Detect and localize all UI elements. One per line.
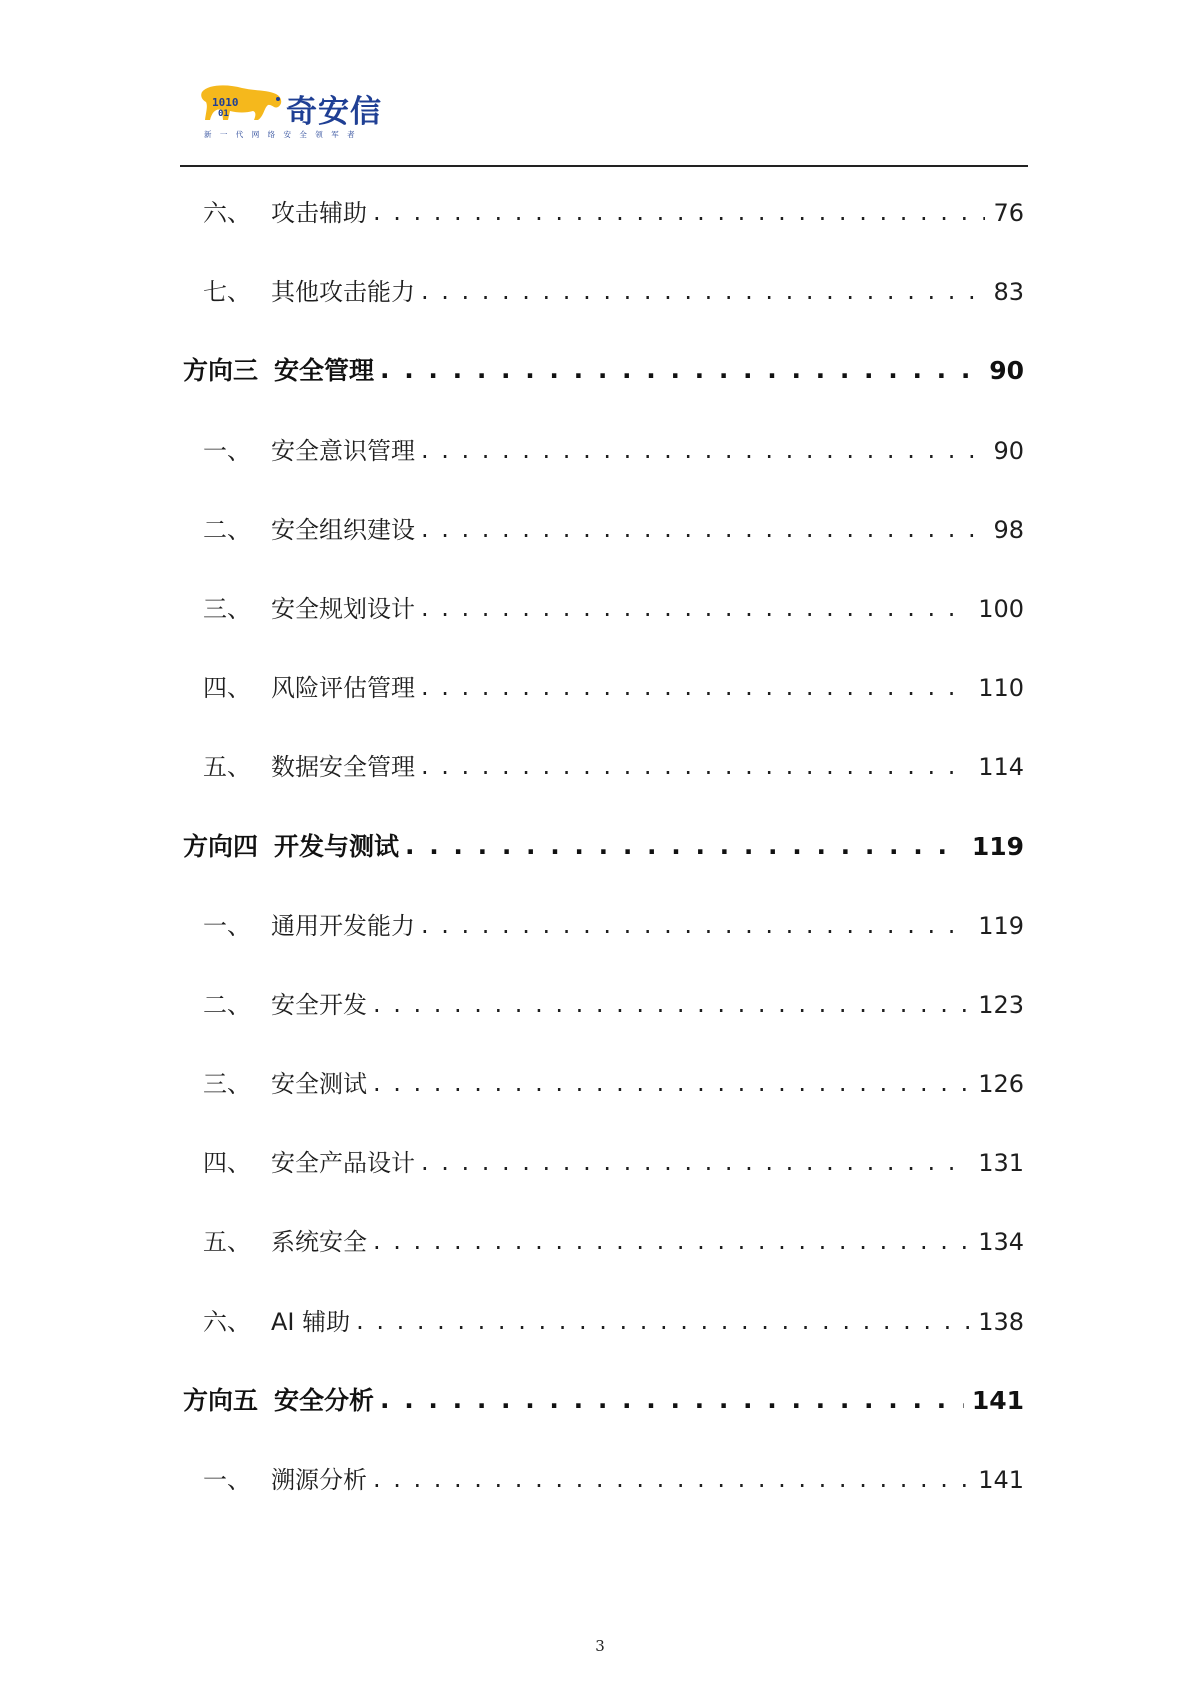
toc-dot-leader — [421, 417, 985, 483]
toc-subsection-entry[interactable] — [180, 418, 1028, 497]
toc-entry-title: 安全规划设计 — [271, 594, 415, 623]
toc-entry-title: 安全意识管理 — [271, 436, 415, 465]
toc-entry-number: 方向五 — [183, 1385, 259, 1415]
toc-dot-leader — [373, 1208, 970, 1274]
toc-section-entry[interactable] — [180, 338, 1028, 417]
toc-entry-page: 126 — [978, 1070, 1024, 1099]
toc-entry-title: 安全测试 — [271, 1070, 367, 1099]
toc-entry-page: 100 — [978, 594, 1024, 623]
toc-entry-title: 开发与测试 — [274, 831, 400, 861]
toc-subsection-entry[interactable] — [180, 259, 1028, 338]
toc-section-entry[interactable] — [180, 1368, 1028, 1447]
toc-entry-page: 123 — [978, 990, 1024, 1019]
toc-subsection-entry[interactable] — [180, 734, 1028, 813]
toc-subsection-entry[interactable] — [180, 497, 1028, 576]
toc-dot-leader — [421, 575, 970, 641]
toc-entry-page: 138 — [978, 1307, 1024, 1336]
toc-entry-title: 风险评估管理 — [271, 674, 415, 703]
toc-entry-page: 114 — [978, 753, 1024, 782]
toc-subsection-entry[interactable] — [180, 576, 1028, 655]
toc-subsection-entry[interactable] — [180, 893, 1028, 972]
toc-dot-leader — [405, 813, 964, 879]
toc-entry-number: 六、 — [203, 1307, 251, 1336]
toc-dot-leader — [380, 1367, 964, 1433]
toc-entry-page: 134 — [978, 1228, 1024, 1257]
toc-entry-title: 通用开发能力 — [271, 911, 415, 940]
toc-entry-number: 五、 — [203, 753, 251, 782]
toc-dot-leader — [421, 654, 970, 720]
toc-subsection-entry[interactable] — [180, 1289, 1028, 1368]
toc-entry-title: 数据安全管理 — [271, 753, 415, 782]
toc-entry-title: 攻击辅助 — [271, 199, 367, 227]
toc-entry-title: 安全开发 — [271, 990, 367, 1019]
toc-entry-title: 安全产品设计 — [271, 1149, 415, 1178]
toc-entry-title: 安全组织建设 — [271, 515, 415, 544]
toc-entry-number: 一、 — [203, 436, 251, 465]
toc-entry-title: 系统安全 — [271, 1228, 367, 1257]
logo-slogan: 新一代网络安全领军者 — [204, 130, 363, 139]
page-header — [198, 82, 398, 142]
toc-dot-leader — [421, 892, 970, 958]
toc-entry-title: 安全管理 — [274, 356, 375, 386]
toc-entry-number: 四、 — [203, 674, 251, 703]
toc-entry-page: 76 — [993, 199, 1024, 227]
toc-subsection-entry[interactable] — [180, 180, 1028, 259]
toc-dot-leader — [421, 1129, 970, 1195]
logo-name: 奇安信 — [286, 94, 382, 130]
toc-entry-page: 131 — [978, 1149, 1024, 1178]
toc-entry-number: 方向三 — [183, 356, 259, 386]
toc-dot-leader — [421, 258, 985, 324]
table-of-contents — [180, 180, 1028, 1526]
toc-entry-number: 五、 — [203, 1228, 251, 1257]
toc-entry-page: 90 — [989, 356, 1024, 386]
toc-entry-page: 110 — [978, 674, 1024, 703]
toc-entry-title: 其他攻击能力 — [271, 278, 415, 307]
toc-subsection-entry[interactable] — [180, 972, 1028, 1051]
toc-dot-leader — [373, 1050, 970, 1116]
svg-text:1010: 1010 — [212, 96, 239, 109]
toc-entry-number: 四、 — [203, 1149, 251, 1178]
toc-entry-number: 七、 — [203, 278, 251, 307]
toc-entry-number: 六、 — [203, 199, 251, 227]
toc-subsection-entry[interactable] — [180, 1130, 1028, 1209]
toc-entry-page: 90 — [993, 436, 1024, 465]
toc-dot-leader — [373, 971, 970, 1037]
leopard-logo-icon — [198, 82, 286, 126]
toc-entry-page: 141 — [978, 1466, 1024, 1494]
header-divider — [180, 165, 1028, 167]
toc-section-entry[interactable] — [180, 814, 1028, 893]
toc-dot-leader — [421, 496, 985, 562]
toc-entry-title: 安全分析 — [274, 1385, 375, 1415]
toc-entry-page: 119 — [971, 831, 1024, 861]
toc-entry-number: 一、 — [203, 1466, 251, 1494]
toc-subsection-entry[interactable] — [180, 1447, 1028, 1526]
toc-entry-page: 119 — [978, 911, 1024, 940]
toc-dot-leader — [380, 337, 981, 403]
toc-entry-number: 三、 — [203, 594, 251, 623]
toc-dot-leader — [373, 179, 985, 245]
toc-entry-page: 98 — [993, 515, 1024, 544]
toc-entry-page: 141 — [971, 1385, 1024, 1415]
toc-entry-title: 溯源分析 — [271, 1466, 367, 1494]
toc-subsection-entry[interactable] — [180, 1051, 1028, 1130]
toc-subsection-entry[interactable] — [180, 1209, 1028, 1288]
toc-dot-leader — [421, 733, 970, 799]
toc-entry-number: 三、 — [203, 1070, 251, 1099]
svg-text:01: 01 — [218, 109, 229, 119]
toc-subsection-entry[interactable] — [180, 655, 1028, 734]
toc-entry-number: 一、 — [203, 911, 251, 940]
toc-entry-number: 方向四 — [183, 831, 259, 861]
toc-entry-number: 二、 — [203, 990, 251, 1019]
page-number: 3 — [595, 1637, 605, 1655]
toc-entry-page: 83 — [993, 278, 1024, 307]
toc-entry-number: 二、 — [203, 515, 251, 544]
toc-entry-title: AI 辅助 — [271, 1307, 351, 1336]
toc-dot-leader — [356, 1288, 970, 1354]
toc-dot-leader — [373, 1446, 970, 1512]
